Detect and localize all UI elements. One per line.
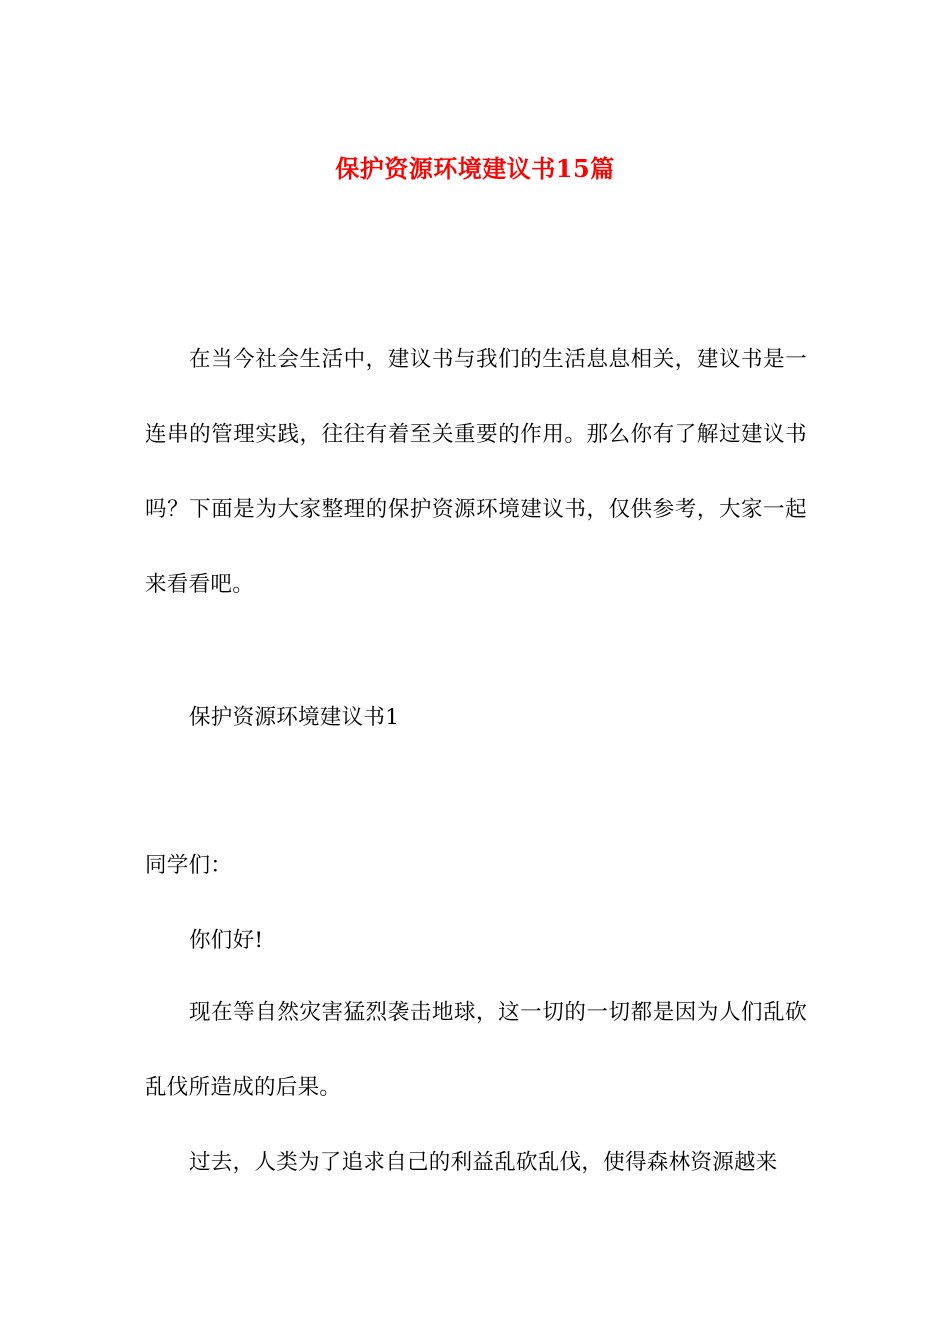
body-paragraph: 现在等自然灾害猛烈袭击地球，这一切的一切都是因为人们乱砍乱伐所造成的后果。 [145, 1000, 807, 1100]
document-title: 保护资源环境建议书15篇 [335, 154, 615, 184]
salutation: 同学们： [145, 853, 233, 878]
intro-paragraph: 在当今社会生活中，建议书与我们的生活息息相关，建议书是一连串的管理实践，往往有着至关重要的作用。那么你有了解过建议书吗？下面是为大家整理的保护资源环境建议书，仅供参考，大家一起来看看吧。 [145, 347, 807, 597]
greeting: 你们好! [189, 928, 264, 953]
body-paragraph: 过去，人类为了追求自己的利益乱砍乱伐，使得森林资源越来 [189, 1150, 778, 1175]
section-heading: 保护资源环境建议书1 [189, 705, 400, 730]
